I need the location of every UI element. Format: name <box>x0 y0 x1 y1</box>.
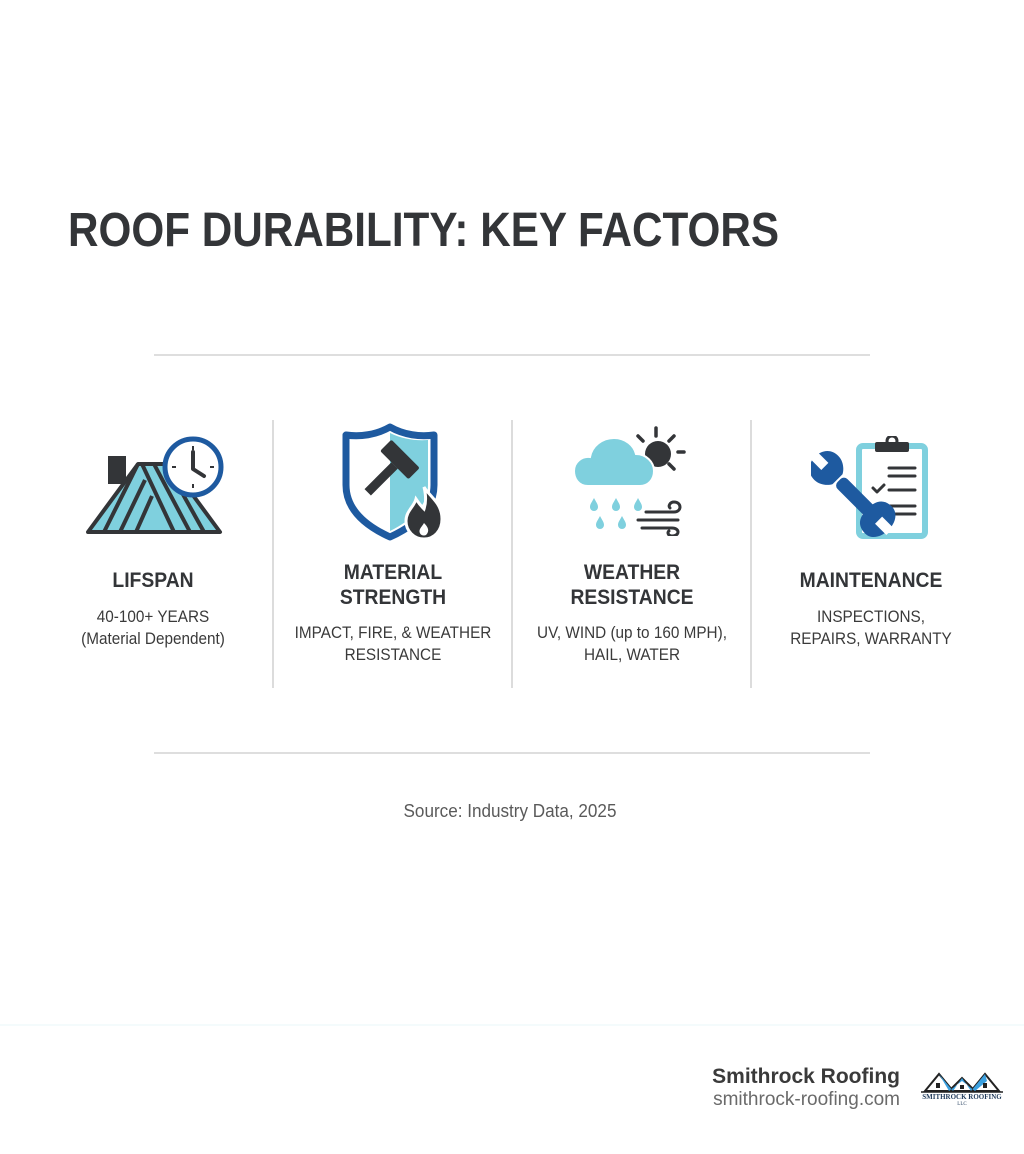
factor-desc-line: UV, WIND (up to 160 MPH), <box>537 623 727 642</box>
cloud-rain-sun-wind-icon <box>574 424 690 536</box>
page-title: ROOF DURABILITY: KEY FACTORS <box>68 204 780 257</box>
footer-separator <box>0 1024 1024 1026</box>
factor-maintenance <box>752 420 990 688</box>
factor-desc-line: IMPACT, FIRE, & WEATHER <box>294 623 492 642</box>
factor-desc-line: RESISTANCE <box>344 645 442 664</box>
factor-lifespan <box>34 420 272 688</box>
factor-weather-resistance <box>513 420 751 688</box>
brand-name: Smithrock Roofing <box>712 1065 900 1088</box>
factor-desc-line: INSPECTIONS, <box>817 607 925 626</box>
factor-desc-line: HAIL, WATER <box>583 645 681 664</box>
logo-text: SMITHROCK ROOFING <box>922 1093 1002 1101</box>
factor-title: RESISTANCE <box>570 586 694 609</box>
factor-material-strength <box>274 420 512 688</box>
top-divider <box>154 354 870 356</box>
factor-title: STRENGTH <box>339 586 447 609</box>
source-note: Source: Industry Data, 2025 <box>403 801 617 821</box>
factor-title: MAINTENANCE <box>799 569 943 592</box>
shield-hammer-fire-icon <box>338 423 448 541</box>
factor-title: WEATHER <box>583 561 681 584</box>
brand-url[interactable]: smithrock-roofing.com <box>713 1089 900 1110</box>
wrench-clipboard-icon <box>811 436 931 540</box>
brand-logo <box>921 1071 1003 1111</box>
factor-desc-line: 40-100+ YEARS <box>96 607 210 626</box>
logo-subtext: LLC <box>957 1102 967 1107</box>
factor-title: MATERIAL <box>343 561 443 584</box>
bottom-divider <box>154 752 870 754</box>
factor-title: LIFSPAN <box>112 569 194 592</box>
roof-logo-icon <box>921 1071 1003 1093</box>
factor-desc-line: REPAIRS, WARRANTY <box>790 629 952 648</box>
factor-desc-line: (Material Dependent) <box>81 629 225 648</box>
roof-clock-icon <box>80 436 226 536</box>
